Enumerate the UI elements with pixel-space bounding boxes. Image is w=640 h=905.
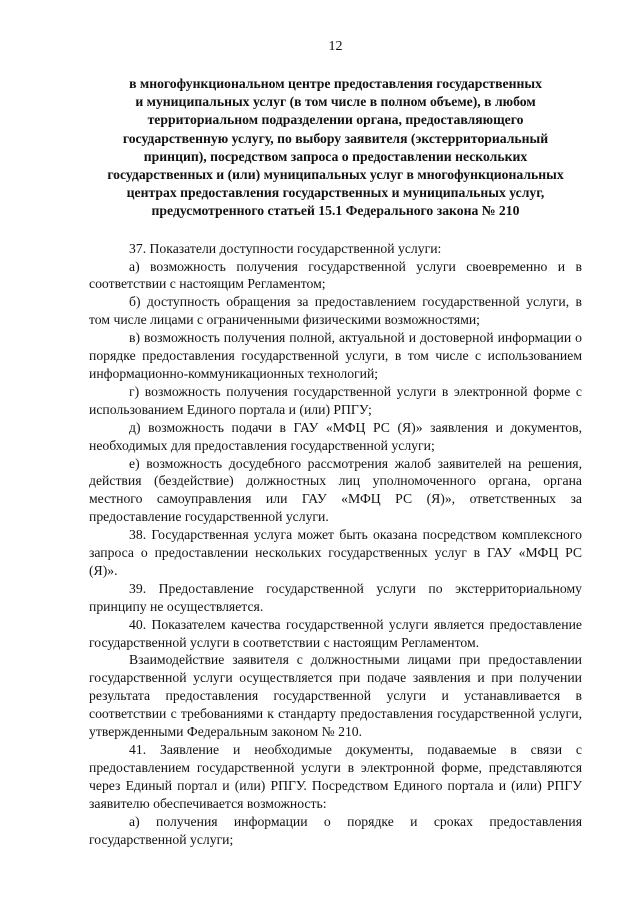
paragraph-interaction: Взаимодействие заявителя с должностными лицами при предоставлении государственной услуги осуществляется при подаче заявления и при получении результата предоставления государственной услуги и устанавливается в соответствии с требованиями к стандарту предоставления государственной услуги, утвержденными Федеральным законом № 210. xyxy=(89,652,582,740)
heading-line: государственную услугу, по выбору заявителя (экстерриториальный xyxy=(122,130,549,146)
paragraph-38: 38. Государственная услуга может быть оказана посредством комплексного запроса о предоставлении нескольких государственных услуг в ГАУ «МФЦ РС (Я)». xyxy=(89,527,582,578)
heading-line: и муниципальных услуг (в том числе в полном объеме), в любом xyxy=(135,94,536,110)
heading-line: центрах предоставления государственных и муниципальных услуг, xyxy=(126,185,545,201)
heading-line: в многофункциональном центре предоставления государственных xyxy=(129,76,542,91)
paragraph-37b: б) доступность обращения за предоставлением государственной услуги, в том числе лицами с ограниченными физическими возможностями; xyxy=(89,294,582,328)
paragraph-37d: д) возможность подачи в ГАУ «МФЦ РС (Я)» заявления и документов, необходимых для предоставления государственной услуги; xyxy=(89,419,582,453)
heading-line: предусмотренного статьей 15.1 Федерального закона № 210 xyxy=(151,203,520,219)
paragraph-40: 40. Показателем качества государственной услуги является предоставление государственной услуги в соответствии с настоящим Регламентом. xyxy=(89,616,582,650)
paragraph-37a: а) возможность получения государственной услуги своевременно и в соответствии с настоящим Регламентом; xyxy=(89,258,582,292)
paragraph-37v: в) возможность получения полной, актуальной и достоверной информации о порядке предоставления государственной услуги, в том числе с использованием информационно-коммуникационных технологий; xyxy=(89,330,582,381)
paragraph-41: 41. Заявление и необходимые документы, подаваемые в связи с предоставлением государственной услуги в электронной форме, представляются через Единый портал и (или) РПГУ. Посредством Единого портала и (или) РПГУ заявителю обеспечивается возможность: xyxy=(89,742,582,811)
heading-line: государственных и (или) муниципальных услуг в многофункциональных xyxy=(107,167,564,183)
paragraph-41a: а) получения информации о порядке и сроках предоставления государственной услуги; xyxy=(89,813,582,847)
page-number: 12 xyxy=(328,39,343,54)
section-heading xyxy=(89,75,582,221)
heading-line: принцип), посредством запроса о предоставлении нескольких xyxy=(143,148,528,164)
paragraph-37g: г) возможность получения государственной услуги в электронной форме с использованием Единого портала и (или) РПГУ; xyxy=(89,383,582,417)
heading-line: территориальном подразделении органа, предоставляющего xyxy=(147,112,524,128)
paragraph-37e: е) возможность досудебного рассмотрения жалоб заявителей на решения, действия (бездействие) должностных лиц уполномоченного органа, органа местного самоуправления или ГАУ «МФЦ РС (Я)», ответственных за предоставление государственной услуги. xyxy=(89,455,582,525)
document-body xyxy=(89,240,582,849)
paragraph-37: 37. Показатели доступности государственной услуги: xyxy=(129,240,442,256)
paragraph-39: 39. Предоставление государственной услуги по экстерриториальному принципу не осуществляется. xyxy=(89,580,582,614)
